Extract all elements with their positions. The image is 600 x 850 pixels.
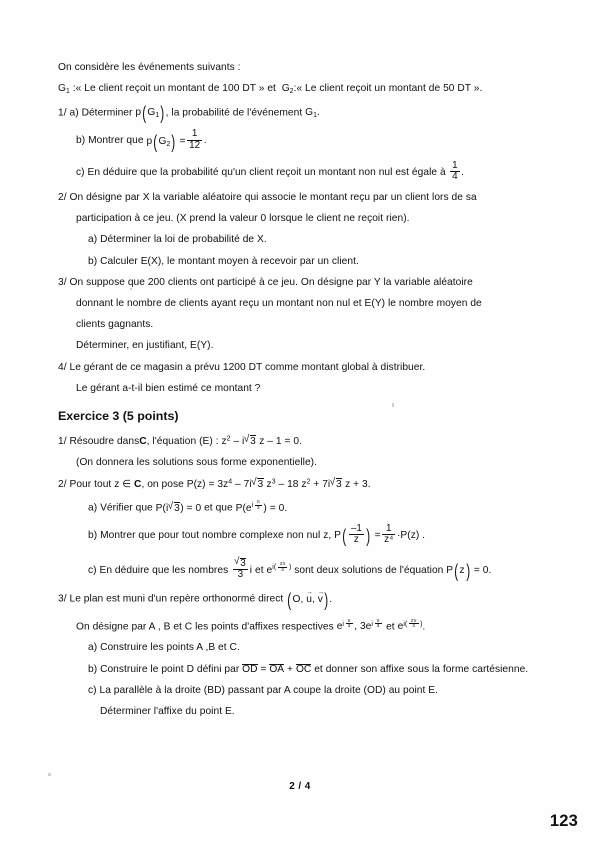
ex3-q2c bbox=[58, 558, 550, 581]
expression-P-exp-pi-third: P(ei $\frac{\pi}{3}$ ) = 0. bbox=[235, 499, 288, 514]
ex3-q3b-plus: + bbox=[287, 663, 294, 675]
ex3-q3b-marker: b) bbox=[88, 663, 98, 675]
equation-E: $z^2$ – i √ 3 z – 1 = 0. bbox=[222, 436, 302, 447]
question-3-text-line2: donnant le nombre de clients ayant reçu un montant non nul et E(Y) le nombre moyen de bbox=[76, 297, 482, 309]
question-2a-text: Déterminer la loi de probabilité de X. bbox=[100, 234, 267, 246]
fraction-numerator: √ 3 bbox=[233, 558, 249, 570]
membership-expression: z ∈ C bbox=[114, 479, 142, 491]
ex3-q2a-text-2: et que bbox=[204, 502, 233, 514]
event-g2-subscript: 2 bbox=[289, 88, 294, 96]
ex3-question-2-marker: 2/ bbox=[58, 479, 67, 491]
functional-equation: P( $\frac{-1}{z}$ ) = $\frac{1}{\text{z⁴}}$ ·P(z) . bbox=[334, 522, 426, 547]
question-1c-text: En déduire que la probabilité qu'un client reçoit un montant non nul est égale à bbox=[87, 166, 446, 178]
polynomial-definition: $P(z) = 3z^4 - 7i$ √ 3 $z^3 - 18$ $z^2 + 7i$ √ 3 z + 3. bbox=[187, 479, 371, 490]
expression-exp-2pi-third: ei( $\frac{2\pi}{3}$ ) bbox=[266, 561, 292, 576]
ex3-q2b-marker: b) bbox=[88, 530, 98, 542]
ex3-q2b bbox=[58, 524, 550, 546]
fraction-sqrt3-over-3 bbox=[233, 558, 249, 581]
imaginary-unit-i: i bbox=[249, 564, 253, 576]
exponent-denominator: 3 bbox=[412, 623, 415, 629]
exponent-numerator: π bbox=[347, 617, 351, 623]
fraction-one-over-z4 bbox=[382, 524, 395, 546]
fraction-denominator: 3 bbox=[237, 568, 244, 580]
ex3-q3b bbox=[58, 664, 550, 676]
probability-expression-g1: $p(G_1)$ bbox=[135, 102, 165, 124]
question-2-text-line1: On désigne par X la variable aléatoire qui associe le montant reçu par un client lors de sa bbox=[69, 191, 477, 203]
question-1b-marker: b) bbox=[76, 135, 86, 147]
affix-point-A: ei $\frac{\pi}{3}$ bbox=[336, 617, 351, 633]
ex3-q3c bbox=[58, 685, 550, 697]
ex3-question-2 bbox=[58, 478, 550, 491]
question-4-line2 bbox=[58, 383, 550, 395]
probability-expression-g2: $p(G_2)$ = bbox=[146, 130, 186, 152]
intro-paragraph bbox=[58, 62, 550, 74]
question-2b-text: Calculer E(X), le montant moyen à recevoir par un client. bbox=[100, 255, 359, 267]
fraction-denominator: 12 bbox=[189, 139, 201, 151]
document-body bbox=[58, 62, 550, 727]
question-1c-marker: c) bbox=[76, 166, 85, 178]
fraction-numerator: 1 bbox=[452, 159, 458, 171]
question-2a-marker: a) bbox=[88, 234, 98, 246]
vector-OC: OC bbox=[295, 663, 312, 675]
question-2b-marker: b) bbox=[88, 255, 98, 267]
ex3-q1-note bbox=[58, 457, 550, 469]
ex3-q2b-text: Montrer que pour tout nombre complexe non nul z, bbox=[100, 530, 332, 542]
ex3-q3b-text-2: et donner son affixe sous la forme cartésienne. bbox=[314, 663, 529, 675]
fraction-denominator: 4 bbox=[452, 171, 458, 183]
question-3-line4 bbox=[58, 340, 550, 352]
intro-text: On considère les événements suivants : bbox=[58, 62, 241, 73]
event-g1-symbol: G bbox=[58, 83, 66, 95]
question-2b bbox=[58, 256, 550, 268]
question-1c-period: . bbox=[461, 166, 465, 178]
vector-OA: OA bbox=[269, 663, 285, 675]
question-3-text-line4: Déterminer, en justifiant, E(Y). bbox=[76, 340, 214, 352]
ex3-question-3 bbox=[58, 589, 550, 610]
expression-P-i-sqrt3: P(i √ 3) = 0 bbox=[156, 503, 202, 514]
question-3-marker: 3/ bbox=[58, 276, 67, 288]
exponent-denominator: 3 bbox=[376, 623, 380, 629]
question-1-marker: 1/ bbox=[58, 106, 67, 118]
ex3-q2c-marker: c) bbox=[88, 564, 97, 576]
event-g1-subscript: 1 bbox=[65, 88, 70, 96]
ex3-q2c-equation: P(z) = 0. bbox=[446, 560, 492, 582]
ex3-q3-affixes-text: On désigne par A , B et C les points d'affixes respectives bbox=[76, 621, 334, 633]
exponent-denominator: 3 bbox=[281, 567, 284, 573]
question-4-text-line2: Le gérant a-t-il bien estimé ce montant ? bbox=[76, 382, 261, 394]
question-4-text-line1: Le gérant de ce magasin a prévu 1200 DT comme montant global à distribuer. bbox=[69, 361, 426, 373]
ex3-q2a-text-1: Vérifier que bbox=[100, 502, 153, 514]
exponent-numerator: π bbox=[376, 617, 380, 623]
complex-set-symbol: C bbox=[139, 435, 147, 447]
exponent-denominator: 3 bbox=[347, 623, 351, 629]
affixes-conjunction: et bbox=[386, 621, 395, 633]
functional-equation-tail: P(z) . bbox=[400, 530, 426, 542]
fraction-denominator: z⁴ bbox=[384, 534, 394, 546]
ex3-q1-text-a: Résoudre dans bbox=[69, 435, 140, 447]
exponent-denominator: 3 bbox=[257, 505, 260, 511]
orthonormal-frame: (O, u →, v →). bbox=[286, 594, 332, 605]
book-page-number: 123 bbox=[549, 812, 578, 830]
vector-OD: OD bbox=[242, 663, 258, 675]
question-1b bbox=[58, 129, 550, 151]
event-g2-symbol: G bbox=[281, 83, 290, 95]
question-2-line2 bbox=[58, 213, 550, 225]
ex3-question-1-marker: 1/ bbox=[58, 435, 67, 447]
question-2a bbox=[58, 234, 550, 246]
question-1a-tail: $G_1$. bbox=[305, 106, 320, 119]
exponent-numerator: π bbox=[256, 499, 260, 505]
exercise-3-heading: Exercice 3 (5 points) bbox=[58, 408, 179, 423]
question-3-text-line3: clients gagnants. bbox=[76, 319, 154, 331]
ex3-q3-affixes: On désigne par A , B et C les points d'affixes respectives ei $\frac{\pi}{3}$ , 3ei $\frac{\pi}{3}$ et ei( $\frac{2\pi}{3}$ ). bbox=[76, 617, 426, 633]
fraction-numerator: 1 bbox=[187, 129, 202, 140]
exponent-numerator: 2π bbox=[410, 617, 417, 623]
affix-point-B: , 3ei $\frac{\pi}{3}$ bbox=[354, 617, 380, 633]
ex3-q2-text-b: , on pose bbox=[141, 479, 184, 491]
fraction-numerator: –1 bbox=[350, 522, 362, 534]
question-3-line1 bbox=[58, 277, 550, 289]
question-1b-text: Montrer que bbox=[88, 135, 144, 147]
ex3-q2c-text-1: En déduire que les nombres bbox=[99, 564, 229, 576]
event-g2-description: :« Le client reçoit un montant de 50 DT ». bbox=[293, 83, 483, 95]
question-1a-marker: a) bbox=[69, 106, 79, 118]
fraction-numerator: 1 bbox=[382, 524, 395, 535]
ex3-q3c-text-1: La parallèle à la droite (BD) passant par A coupe la droite (OD) au point E. bbox=[99, 684, 438, 696]
fraction-one-twelfth bbox=[187, 129, 202, 151]
question-3-text-line1: On suppose que 200 clients ont participé à ce jeu. On désigne par Y la variable aléatoire bbox=[69, 276, 473, 288]
ex3-q2a bbox=[58, 500, 550, 514]
events-conjunction: et bbox=[267, 83, 276, 95]
affix-point-C: ei( $\frac{2\pi}{3}$ ) bbox=[397, 617, 423, 633]
event-g1-description: :« Le client reçoit un montant de 100 DT » bbox=[72, 83, 265, 95]
exponent-numerator: 2π bbox=[279, 561, 286, 567]
ex3-question-1 bbox=[58, 435, 550, 448]
question-2-line1 bbox=[58, 192, 550, 204]
question-2-text-line2: participation à ce jeu. (X prend la valeur 0 lorsque le client ne reçoit rien). bbox=[76, 213, 410, 225]
question-3-line2 bbox=[58, 298, 550, 310]
question-1b-period: . bbox=[203, 135, 207, 147]
fraction-one-quarter bbox=[450, 161, 460, 183]
question-1a-text-after: , la probabilité de l'événement bbox=[165, 106, 303, 118]
ex3-q3c-line2 bbox=[58, 706, 550, 718]
question-1c bbox=[58, 161, 550, 183]
question-4-marker: 4/ bbox=[58, 361, 67, 373]
fraction-minus-one-over-z bbox=[349, 524, 364, 546]
ex3-q2c-text-2: et bbox=[255, 564, 264, 576]
ex3-q3b-text-1: Construire le point D défini par bbox=[100, 663, 240, 675]
ex3-q3c-marker: c) bbox=[88, 684, 97, 696]
fraction-denominator: z bbox=[353, 534, 359, 546]
question-1a-text-before: Déterminer bbox=[81, 106, 133, 118]
question-1a bbox=[58, 102, 550, 124]
ex3-q3c-text-2: Déterminer l'affixe du point E. bbox=[100, 705, 235, 717]
question-2-marker: 2/ bbox=[58, 191, 67, 203]
events-definition-line bbox=[58, 83, 550, 96]
page-footer-label: 2 / 4 bbox=[289, 781, 311, 792]
ex3-question-3-marker: 3/ bbox=[58, 593, 67, 605]
ex3-q3b-equals: = bbox=[260, 663, 267, 675]
ex3-q2-text-a: Pour tout bbox=[69, 479, 112, 491]
ex3-q2c-text-3: sont deux solutions de l'équation bbox=[294, 564, 444, 576]
scan-speck bbox=[48, 773, 51, 776]
ex3-q3a bbox=[58, 642, 550, 654]
ex3-q3-text: Le plan est muni d'un repère orthonormé direct bbox=[69, 593, 284, 605]
question-4-line1 bbox=[58, 362, 550, 374]
ex3-q1-note-text: (On donnera les solutions sous forme exponentielle). bbox=[76, 456, 318, 468]
ex3-q3a-marker: a) bbox=[88, 642, 98, 654]
ex3-q3a-text: Construire les points A ,B et C. bbox=[100, 642, 240, 654]
ex3-q2a-marker: a) bbox=[88, 502, 98, 514]
ex3-q1-text-b: , l'équation (E) : bbox=[146, 435, 219, 447]
affix-b-prefix: , 3e bbox=[354, 621, 372, 633]
question-3-line3 bbox=[58, 319, 550, 331]
